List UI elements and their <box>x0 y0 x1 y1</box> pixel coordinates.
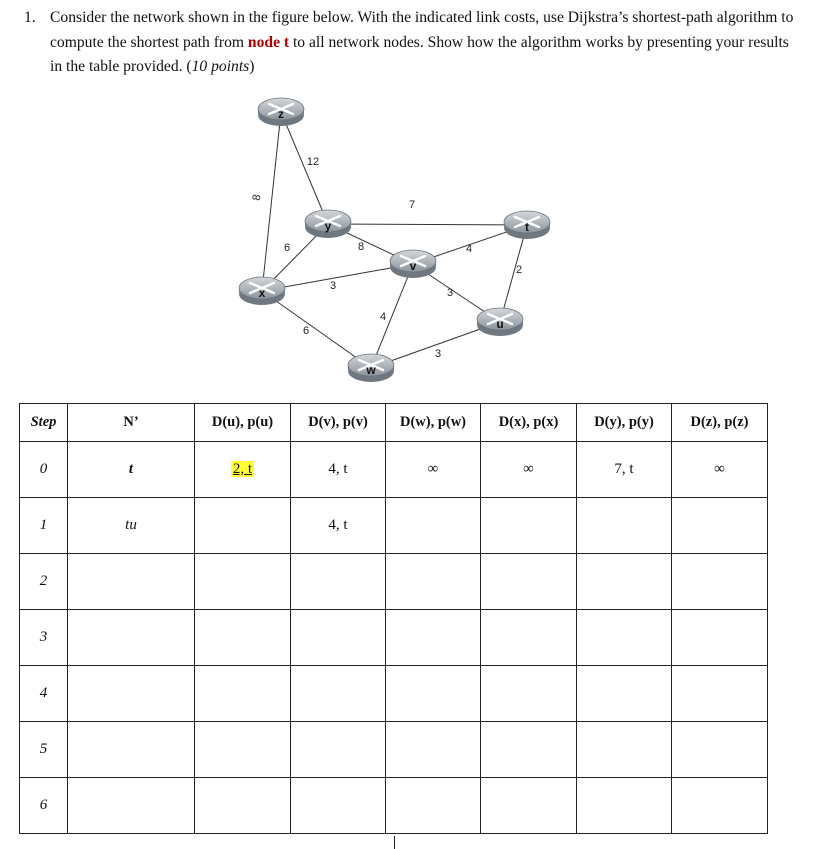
table-cell <box>291 554 386 610</box>
table-cell <box>195 498 291 554</box>
table-cell: 1 <box>20 498 68 554</box>
highlighted-value: 2, t <box>232 461 253 477</box>
table-cell <box>68 610 195 666</box>
table-cell <box>386 666 481 722</box>
table-cell <box>481 610 577 666</box>
table-cell <box>195 442 291 498</box>
table-cell <box>291 666 386 722</box>
router-node-x <box>239 277 285 305</box>
edge-cost-label: 3 <box>329 280 337 292</box>
dijkstra-table <box>19 403 768 834</box>
edge-z-x <box>262 112 281 291</box>
table-cell <box>672 778 768 834</box>
question-text-part1: Consider the network shown in the figure below. With the indicated link costs, use Dijkstra’s shortest-path algorithm to compute the shortest path from <box>50 9 794 51</box>
table-cell <box>672 666 768 722</box>
table-cell <box>291 778 386 834</box>
node-label: u <box>496 317 504 331</box>
table-cell <box>195 778 291 834</box>
edge-x-w <box>262 291 371 368</box>
table-cell <box>386 778 481 834</box>
table-cell: 4 <box>20 666 68 722</box>
node-group <box>239 98 550 382</box>
node-label: w <box>366 363 376 377</box>
edge-cost-label: 8 <box>250 193 264 202</box>
table-cell <box>577 554 672 610</box>
table-cell: 3 <box>20 610 68 666</box>
table-cell: 2 <box>20 554 68 610</box>
edge-cost-label: 12 <box>306 156 320 168</box>
table-cell <box>291 722 386 778</box>
table-row <box>20 554 768 610</box>
router-node-v <box>390 250 436 278</box>
table-cell <box>195 722 291 778</box>
table-cell: 7, t <box>577 442 672 498</box>
table-cell <box>481 498 577 554</box>
edge-z-y <box>281 112 328 224</box>
header-dv: D(v), p(v) <box>291 404 386 442</box>
edge-cost-label: 3 <box>446 287 454 299</box>
header-dy: D(y), p(y) <box>577 404 672 442</box>
table-cell: ∞ <box>386 442 481 498</box>
edge-cost-label: 4 <box>379 311 387 323</box>
table-cell <box>481 778 577 834</box>
router-node-y <box>305 210 351 238</box>
table-cell <box>672 498 768 554</box>
table-cell: 4, t <box>291 442 386 498</box>
table-row <box>20 666 768 722</box>
table-cell <box>386 498 481 554</box>
table-cell <box>386 722 481 778</box>
table-header-row <box>20 404 768 442</box>
table-cell <box>672 554 768 610</box>
table-cell <box>481 554 577 610</box>
router-node-z <box>258 98 304 126</box>
router-node-w <box>348 354 394 382</box>
node-label: v <box>409 259 417 273</box>
edge-t-u <box>500 225 527 322</box>
edge-cost-label: 4 <box>465 243 473 255</box>
router-node-t <box>504 211 550 239</box>
table-cell <box>577 778 672 834</box>
table-cell <box>386 554 481 610</box>
header-dx: D(x), p(x) <box>481 404 577 442</box>
node-label: t <box>525 220 529 234</box>
edge-cost-label: 8 <box>357 241 365 253</box>
edge-cost-label: 6 <box>283 242 291 254</box>
table-row <box>20 498 768 554</box>
header-du: D(u), p(u) <box>195 404 291 442</box>
table-cell: 5 <box>20 722 68 778</box>
table-cell <box>672 722 768 778</box>
table-cell <box>68 666 195 722</box>
table-cell <box>195 666 291 722</box>
question-text-part2: to all network nodes. Show how the algorithm works by presenting your results in the table provided. ( <box>50 33 789 75</box>
table-cell <box>577 498 672 554</box>
header-step: Step <box>20 404 68 442</box>
table-cell: ∞ <box>672 442 768 498</box>
table-cell <box>672 610 768 666</box>
table-cell: 6 <box>20 778 68 834</box>
edge-cost-label: 7 <box>408 199 416 211</box>
table-cell <box>577 722 672 778</box>
table-cell <box>68 722 195 778</box>
header-dz: D(z), p(z) <box>672 404 768 442</box>
header-n-prime: N’ <box>68 404 195 442</box>
table-cell <box>291 610 386 666</box>
table-row <box>20 610 768 666</box>
edge-v-w <box>371 264 413 368</box>
table-row <box>20 778 768 834</box>
table-cell <box>577 610 672 666</box>
table-cell: 4, t <box>291 498 386 554</box>
table-cell <box>195 554 291 610</box>
edge-y-t <box>328 224 527 225</box>
node-label: x <box>258 286 266 300</box>
table-cell <box>68 778 195 834</box>
table-row <box>20 442 768 498</box>
table-cell <box>386 610 481 666</box>
table-cell <box>68 554 195 610</box>
edge-cost-label: 2 <box>515 264 523 276</box>
edge-cost-label: 3 <box>434 348 442 360</box>
table-cell <box>577 666 672 722</box>
table-cell: 0 <box>20 442 68 498</box>
header-dw: D(w), p(w) <box>386 404 481 442</box>
table-cell <box>195 610 291 666</box>
source-node-highlight: node t <box>247 33 290 51</box>
table-stub-line <box>394 836 395 849</box>
network-diagram <box>0 0 823 400</box>
table-cell: ∞ <box>481 442 577 498</box>
question-number: 1. <box>24 9 36 26</box>
node-label: z <box>278 107 284 121</box>
node-label: y <box>324 219 332 233</box>
table-cell: t <box>68 442 195 498</box>
table-cell <box>481 722 577 778</box>
edge-cost-label: 6 <box>302 325 310 337</box>
table-cell: tu <box>68 498 195 554</box>
points-value: 10 points <box>191 58 250 75</box>
question-text-part3: ) <box>249 58 255 75</box>
table-row <box>20 722 768 778</box>
router-node-u <box>477 308 523 336</box>
table-cell <box>481 666 577 722</box>
